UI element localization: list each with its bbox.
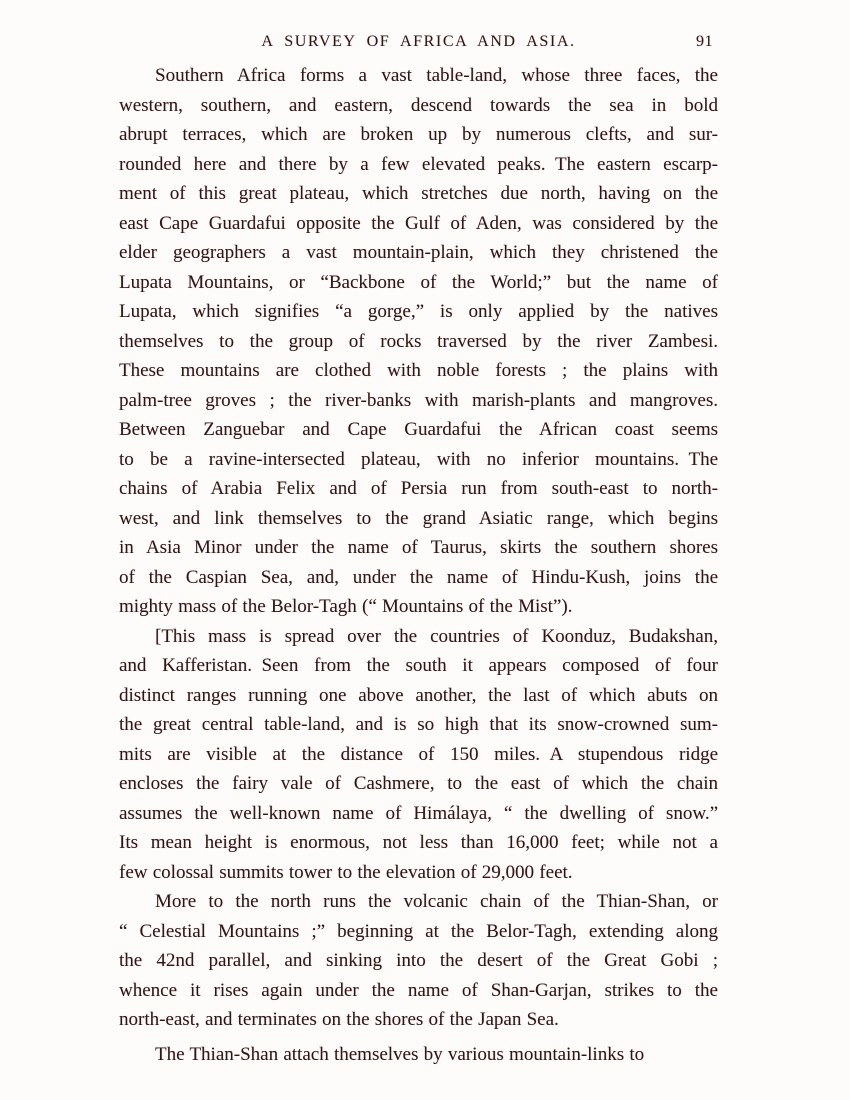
paragraph (119, 887, 718, 1035)
text-line: east Cape Guardafui opposite the Gulf of Aden, was considered by the (119, 212, 718, 234)
text-line: abrupt terraces, which are broken up by numerous clefts, and sur- (119, 124, 718, 145)
text-line: to be a ravine-intersected plateau, with no inferior mountains. The (119, 448, 718, 470)
text-line: assumes the well-known name of Himálaya, “ the dwelling of snow.” (119, 802, 718, 824)
text-line: in Asia Minor under the name of Taurus, skirts the southern shores (119, 537, 718, 558)
text-line: The Thian-Shan attach themselves by various mountain-links to (155, 1043, 645, 1065)
text-line: western, southern, and eastern, descend towards the sea in bold (119, 94, 718, 116)
page-number: 91 (696, 33, 713, 50)
text-line: Southern Africa forms a vast table-land, whose three faces, the (155, 65, 718, 86)
text-line: These mountains are clothed with noble forests ; the plains with (119, 360, 718, 381)
text-line: north-east, and terminates on the shores of the Japan Sea. (119, 1009, 559, 1030)
text-line: More to the north runs the volcanic chain of the Thian-Shan, or (155, 891, 718, 912)
text-line: Its mean height is enormous, not less than 16,000 feet; while not a (119, 832, 718, 853)
text-line: west, and link themselves to the grand Asiatic range, which begins (119, 507, 718, 529)
text-line: encloses the fairy vale of Cashmere, to the east of which the chain (119, 773, 718, 794)
text-line: Lupata, which signifies “a gorge,” is only applied by the natives (119, 301, 718, 322)
text-line: mighty mass of the Belor-Tagh (“ Mountains of the Mist”). (119, 596, 573, 617)
page-body (119, 61, 718, 1069)
text-line: whence it rises again under the name of Shan-Garjan, strikes to the (119, 979, 718, 1001)
paragraph (119, 1040, 718, 1070)
text-line: elder geographers a vast mountain-plain, which they christened the (119, 242, 718, 263)
text-line: few colossal summits tower to the elevation of 29,000 feet. (119, 861, 573, 883)
text-line: distinct ranges running one above another, the last of which abuts on (119, 684, 718, 706)
text-line: rounded here and there by a few elevated peaks. The eastern escarp- (119, 153, 718, 175)
text-line: of the Caspian Sea, and, under the name of Hindu-Kush, joins the (119, 566, 718, 588)
text-line: the 42nd parallel, and sinking into the desert of the Great Gobi ; (119, 950, 718, 971)
text-line: mits are visible at the distance of 150 miles. A stupendous ridge (119, 743, 718, 765)
text-line: [This mass is spread over the countries of Koonduz, Budakshan, (155, 625, 718, 647)
text-line: palm-tree groves ; the river-banks with marish-plants and mangroves. (119, 389, 718, 411)
paragraph (119, 622, 718, 888)
text-line: and Kafferistan. Seen from the south it appears composed of four (119, 655, 718, 676)
text-line: Between Zanguebar and Cape Guardafui the African coast seems (119, 419, 718, 440)
paragraph (119, 61, 718, 622)
text-line: ment of this great plateau, which stretches due north, having on the (119, 183, 718, 204)
text-line: chains of Arabia Felix and of Persia run from south-east to north- (119, 478, 718, 499)
text-line: “ Celestial Mountains ;” beginning at the Belor-Tagh, extending along (119, 920, 718, 942)
text-line: Lupata Mountains, or “Backbone of the World;” but the name of (119, 271, 718, 293)
text-line: themselves to the group of rocks traversed by the river Zambesi. (119, 330, 718, 352)
running-header-title: A SURVEY OF AFRICA AND ASIA. (261, 33, 576, 50)
text-line: the great central table-land, and is so high that its snow-crowned sum- (119, 714, 718, 735)
